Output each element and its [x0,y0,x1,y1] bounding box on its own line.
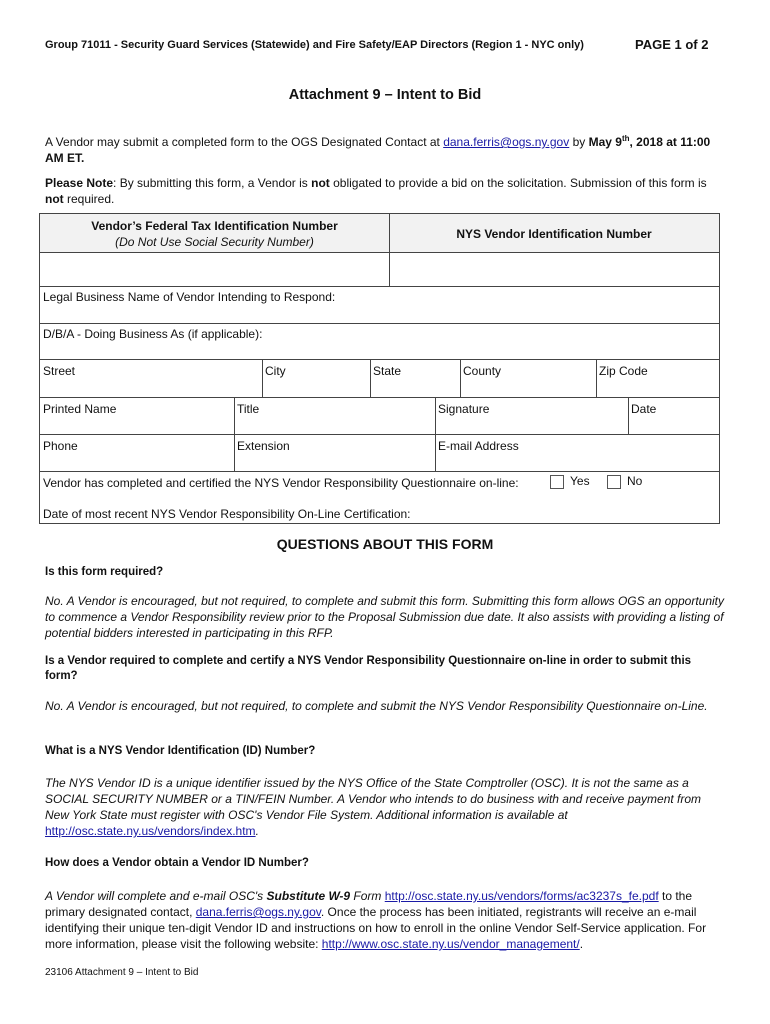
no-label: No [627,474,643,488]
deadline-date: May 9 [588,135,622,149]
zip-code-field[interactable]: Zip Code [599,364,648,378]
cert-date-field[interactable]: Date of most recent NYS Vendor Responsibility On-Line Certification: [43,507,411,521]
certified-question: Vendor has completed and certified the NYS Vendor Responsibility Questionnaire on-line: [43,476,519,490]
dba-field[interactable]: D/B/A - Doing Business As (if applicable): [43,327,263,341]
answer-4-text-1: A Vendor will complete and e-mail OSC's [45,889,267,903]
intro-by: by [569,135,589,149]
answer-4-text-2: Form [350,889,385,903]
yes-option[interactable] [550,474,590,489]
signature-field[interactable]: Signature [438,402,490,416]
answer-3 [45,775,725,839]
answer-3-end: . [255,824,259,838]
note-not-2: not [45,192,64,206]
question-1: Is this form required? [45,566,164,578]
note-paragraph [45,175,725,207]
substitute-w9: Substitute W-9 [266,889,351,903]
answer-4 [45,888,725,952]
answer-4-text-4: . Once the process has been initiated, registrants will receive an e-mail identifying their unique ten-digit Vendor ID and instructions on how to enroll in the online Vendor Self-Service application. For more information, please visit the following website: [45,905,707,951]
date-field[interactable]: Date [631,402,657,416]
legal-name-field[interactable]: Legal Business Name of Vendor Intending to Respond: [43,290,336,304]
county-field[interactable]: County [463,364,502,378]
title-field[interactable]: Title [237,402,260,416]
email-address-field[interactable]: E-mail Address [438,439,519,453]
osc-vendors-link[interactable]: http://osc.state.ny.us/vendors/index.htm [45,824,256,838]
note-text-1: : By submitting this form, a Vendor is [113,176,312,190]
document-title: Attachment 9 – Intent to Bid [288,87,482,103]
answer-3-text: The NYS Vendor ID is a unique identifier issued by the NYS Office of the State Comptroller (OSC). It is not the same as a SOCIAL SECURITY NUMBER or a TIN/FEIN Number. A Vendor who intends to do business with and receive payment from New York State must register with OSC's Vendor File System. Additional information is available at [45,776,702,822]
note-label: Please Note [45,176,114,190]
yes-checkbox[interactable] [550,475,564,489]
deadline-sup: th [621,134,630,143]
question-4: How does a Vendor obtain a Vendor ID Number? [45,857,309,869]
street-field[interactable]: Street [43,364,76,378]
nys-vendor-id-header: NYS Vendor Identification Number [456,227,652,241]
nys-vendor-id-input[interactable] [389,252,719,286]
state-field[interactable]: State [373,364,402,378]
printed-name-field[interactable]: Printed Name [43,402,117,416]
vendor-management-link[interactable]: http://www.osc.state.ny.us/vendor_management/ [321,937,580,951]
note-not-1: not [311,176,330,190]
header-group: Group 71011 - Security Guard Services (Statewide) and Fire Safety/EAP Directors (Region 1 - NYC only) [45,39,584,51]
note-text-3: required. [63,192,115,206]
city-field[interactable]: City [265,364,286,378]
intro-paragraph [45,131,725,166]
fein-header: Vendor’s Federal Tax Identification Number [91,219,338,233]
question-3: What is a NYS Vendor Identification (ID) Number? [45,745,316,757]
question-2: Is a Vendor required to complete and certify a NYS Vendor Responsibility Questionnaire on-line in order to submit this form? [45,655,692,682]
note-text-2: obligated to provide a bid on the solicitation. Submission of this form is [329,176,707,190]
answer-4-text-3: to the primary designated contact, [45,889,693,919]
fein-input[interactable] [40,252,389,286]
answer-1: No. A Vendor is encouraged, but not required, to complete and submit this form. Submitting this form allows OGS an opportunity to commence a Vendor Responsibility review prior to the Proposal Submission due date. It also assists with providing a listing of potential bidders interested in participating in this RFP. [45,594,725,640]
intro-text: A Vendor may submit a completed form to the OGS Designated Contact at [45,135,444,149]
answer-2: No. A Vendor is encouraged, but not required, to complete and submit the NYS Vendor Responsibility Questionnaire on-Line. [45,699,708,713]
no-checkbox[interactable] [607,475,621,489]
contact-email-link-2[interactable]: dana.ferris@ogs.ny.gov [195,905,321,919]
page-number: PAGE 1 of 2 [635,37,709,52]
footer: 23106 Attachment 9 – Intent to Bid [45,967,199,978]
deadline-time: , 2018 at 11:00 AM ET. [45,135,711,165]
questions-title: QUESTIONS ABOUT THIS FORM [276,536,494,552]
fein-subheader: (Do Not Use Social Security Number) [115,235,314,249]
contact-email-link[interactable]: dana.ferris@ogs.ny.gov [443,135,570,149]
vendor-form-table [39,213,720,524]
w9-form-link[interactable]: http://osc.state.ny.us/vendors/forms/ac3237s_fe.pdf [384,889,659,903]
yes-label: Yes [570,474,590,488]
answer-4-end: . [579,937,584,951]
no-option[interactable] [607,474,642,489]
extension-field[interactable]: Extension [237,439,290,453]
phone-field[interactable]: Phone [43,439,78,453]
